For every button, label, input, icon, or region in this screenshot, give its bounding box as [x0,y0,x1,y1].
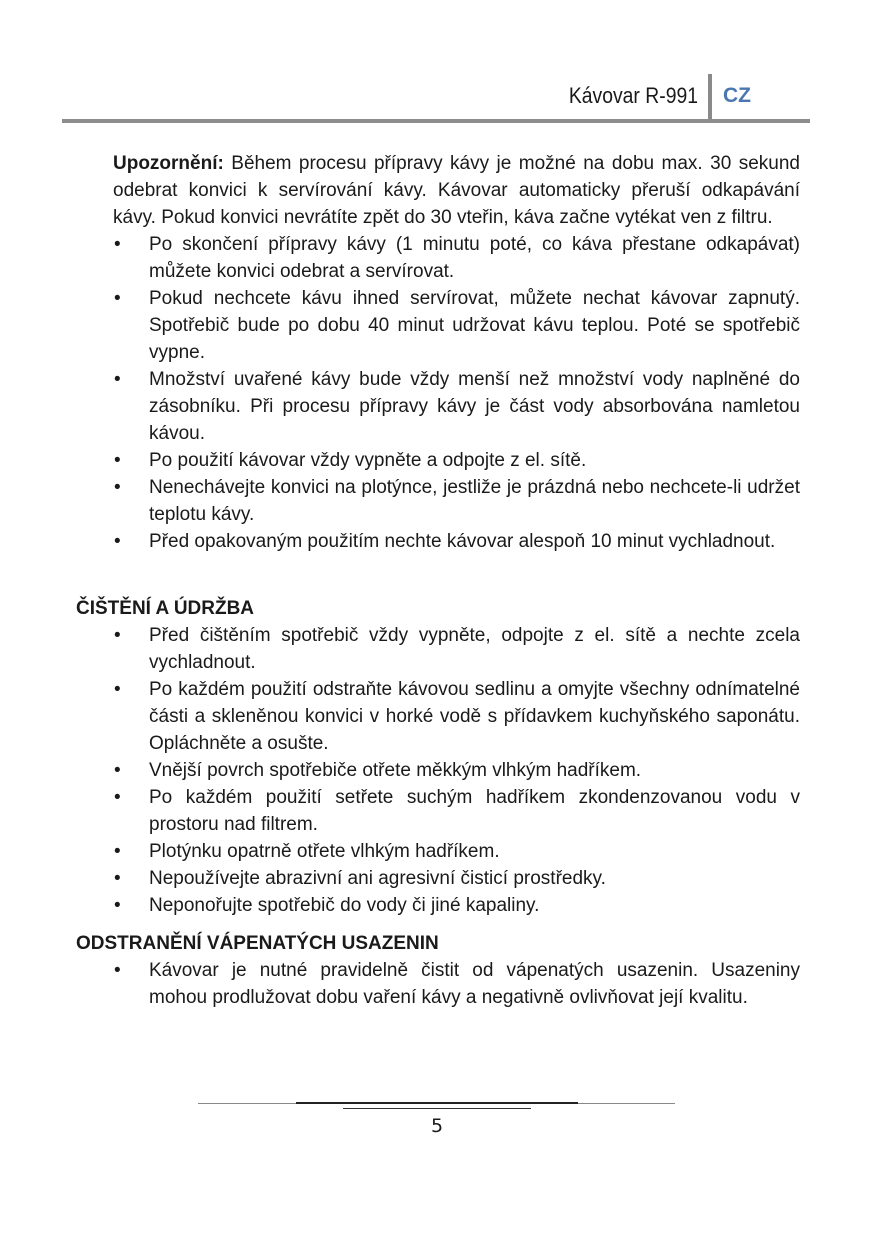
warning-text: Během procesu přípravy kávy je možné na dobu max. 30 sekund odebrat konvici k servírování kávy. Kávovar automaticky přeruší odkapávání kávy. Pokud konvici nevrátíte zpět do 30 vteřin, káva začne vytékat ven z filtru. [113,153,800,228]
list-item: • Pokud nechcete kávu ihned servírovat, můžete nechat kávovar zapnutý. Spotřebič bude po dobu 40 minut udržovat kávu teplou. Poté se spotřebič vypne. [76,285,800,366]
list-item: • Plotýnku opatrně otřete vlhkým hadříkem. [76,838,800,865]
header-separator [708,74,712,122]
list-item: • Před čištěním spotřebič vždy vypněte, odpojte z el. sítě a nechte zcela vychladnout. [76,622,800,676]
footer-rule [296,1102,578,1104]
page-number: 5 [430,1115,444,1137]
footer-rule [343,1108,531,1109]
page-content [76,150,800,1011]
section-heading-descaling: ODSTRANĚNÍ VÁPENATÝCH USAZENIN [76,933,439,954]
section-heading-cleaning: ČIŠTĚNÍ A ÚDRŽBA [76,598,255,619]
list-item: • Po každém použití setřete suchým hadříkem zkondenzovanou vodu v prostoru nad filtrem. [76,784,800,838]
header-rule [62,119,810,123]
descaling-list [76,957,800,1011]
list-item: • Po použití kávovar vždy vypněte a odpojte z el. sítě. [76,447,800,474]
language-code: CZ [723,84,751,107]
warning-note [76,150,800,231]
list-item: • Po každém použití odstraňte kávovou sedlinu a omyjte všechny odnímatelné části a skleněnou konvici v horké vodě s přídavkem kuchyňského saponátu. Opláchněte a osušte. [76,676,800,757]
cleaning-list [76,622,800,919]
document-title: Kávovar R-991 [568,83,698,108]
list-item: • Množství uvařené kávy bude vždy menší než množství vody naplněné do zásobníku. Při procesu přípravy kávy je část vody absorbována namletou kávou. [76,366,800,447]
list-item: • Nenechávejte konvici na plotýnce, jestliže je prázdná nebo nechcete-li udržet teplotu kávy. [76,474,800,528]
list-item: • Nepoužívejte abrazivní ani agresivní čisticí prostředky. [76,865,800,892]
warning-label: Upozornění: [113,153,224,174]
list-item: • Po skončení přípravy kávy (1 minutu poté, co káva přestane odkapávat) můžete konvici odebrat a servírovat. [76,231,800,285]
list-item: • Neponořujte spotřebič do vody či jiné kapaliny. [76,892,800,919]
list-item: • Před opakovaným použitím nechte kávovar alespoň 10 minut vychladnout. [76,528,800,555]
list-item: • Vnější povrch spotřebiče otřete měkkým vlhkým hadříkem. [76,757,800,784]
section-spacer [76,919,800,930]
usage-list [76,231,800,555]
list-item: • Kávovar je nutné pravidelně čistit od vápenatých usazenin. Usazeniny mohou prodlužovat dobu vaření kávy a negativně ovlivňovat její kvalitu. [76,957,800,1011]
section-spacer [76,555,800,595]
